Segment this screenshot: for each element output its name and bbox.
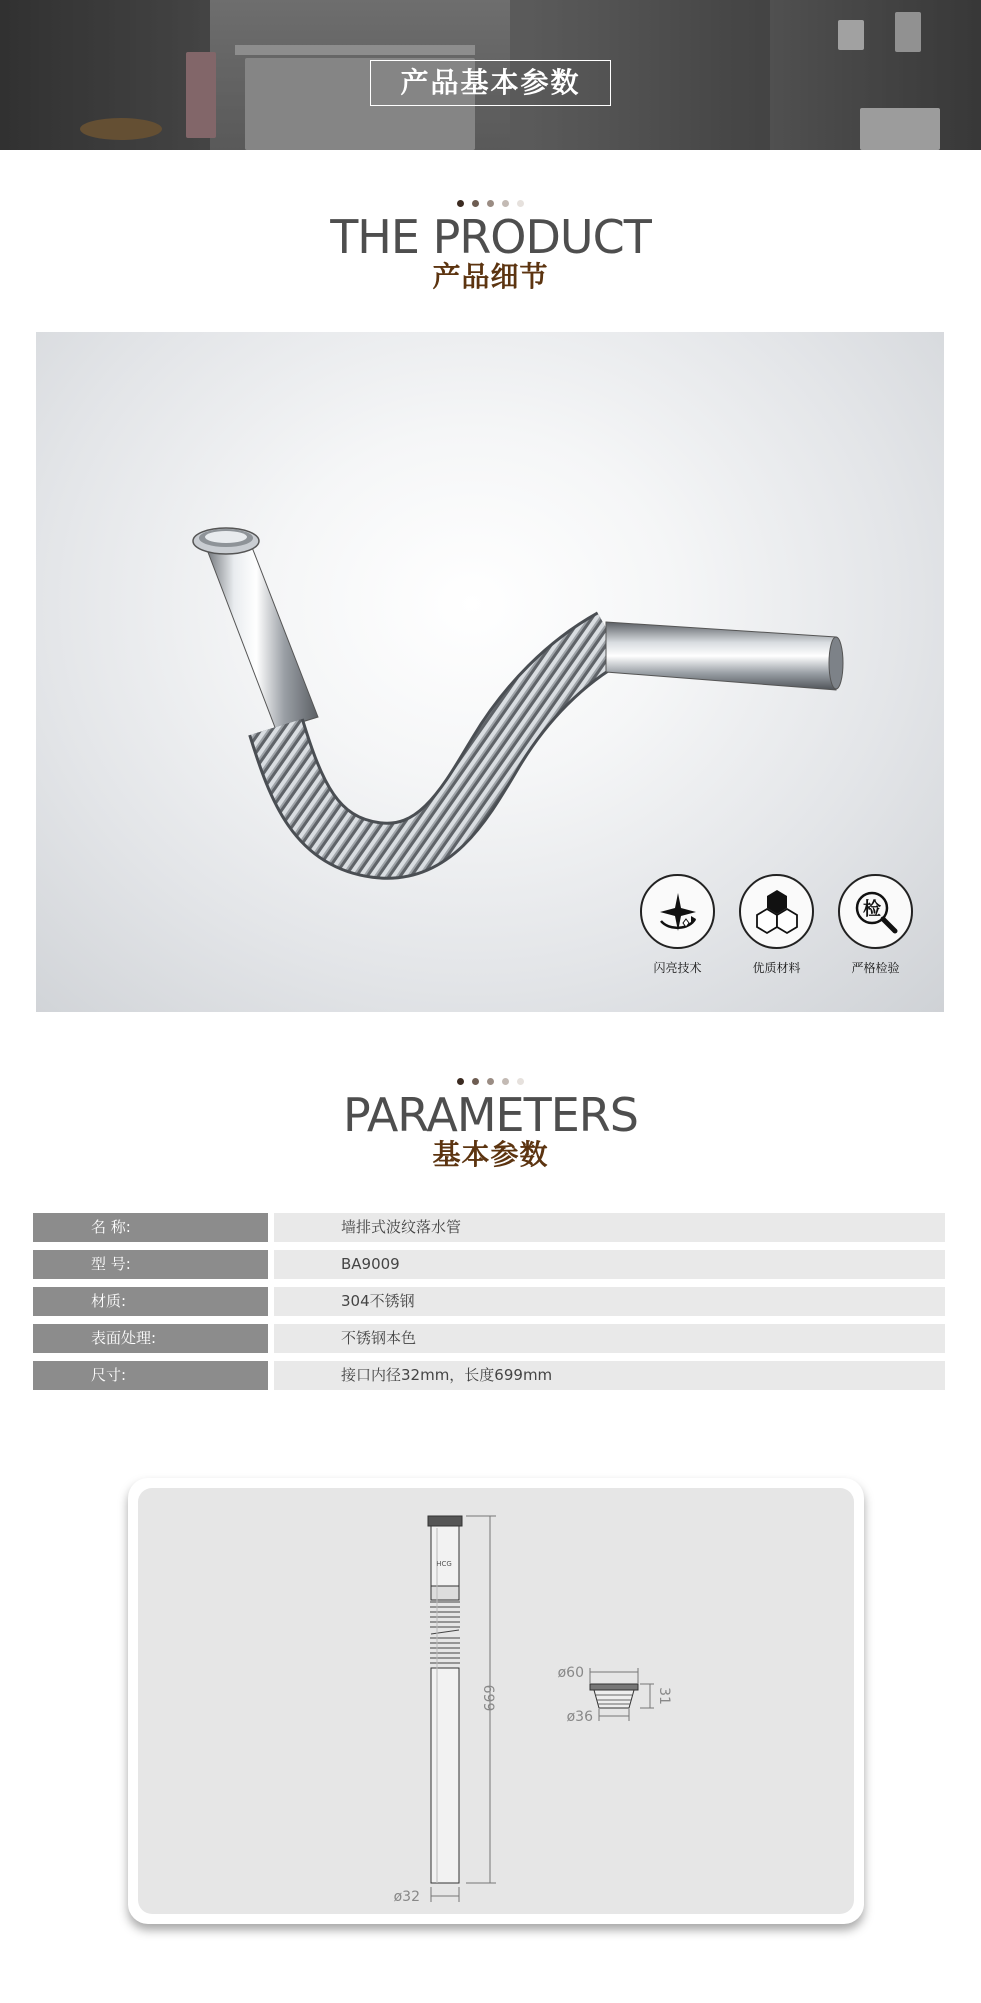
param-value: 墙排式波纹落水管 bbox=[274, 1213, 945, 1242]
badge-material bbox=[739, 874, 814, 976]
table-row bbox=[33, 1287, 945, 1316]
param-key: 表面处理: bbox=[33, 1324, 268, 1353]
dot-3 bbox=[487, 1078, 494, 1085]
parameters-table bbox=[33, 1213, 945, 1398]
param-value: 不锈钢本色 bbox=[274, 1324, 945, 1353]
dot-1 bbox=[457, 1078, 464, 1085]
table-row bbox=[33, 1324, 945, 1353]
cap-height-label: 31 bbox=[656, 1687, 672, 1705]
product-photo bbox=[36, 332, 944, 1012]
dimension-diagram-panel bbox=[138, 1488, 854, 1914]
table-row bbox=[33, 1213, 945, 1242]
decorative-dots bbox=[0, 200, 981, 208]
dot-2 bbox=[472, 1078, 479, 1085]
dot-3 bbox=[487, 200, 494, 207]
param-key: 尺寸: bbox=[33, 1361, 268, 1390]
param-key: 名 称: bbox=[33, 1213, 268, 1242]
badge-shine-label: 闪亮技术 bbox=[653, 961, 702, 975]
decorative-dots-2 bbox=[0, 1078, 981, 1086]
top-banner bbox=[0, 0, 981, 150]
parameters-heading bbox=[0, 1078, 981, 1172]
dot-4 bbox=[502, 200, 509, 207]
product-title-cn: 产品细节 bbox=[432, 260, 549, 293]
badge-inspection bbox=[838, 874, 913, 976]
banner-title: 产品基本参数 bbox=[370, 60, 611, 106]
inspection-glyph: 检 bbox=[862, 898, 881, 920]
product-heading bbox=[0, 200, 981, 294]
dot-5 bbox=[517, 1078, 524, 1085]
dot-2 bbox=[472, 200, 479, 207]
feature-badges bbox=[640, 874, 913, 976]
brand-mark: HCG bbox=[436, 1560, 452, 1568]
dimension-diagram bbox=[128, 1478, 864, 1924]
param-value: 304不锈钢 bbox=[274, 1287, 945, 1316]
param-value: 接口内径32mm，长度699mm bbox=[274, 1361, 945, 1390]
length-label: 699 bbox=[480, 1684, 496, 1712]
param-key: 材质: bbox=[33, 1287, 268, 1316]
parameters-title-en: PARAMETERS bbox=[343, 1088, 638, 1142]
table-row bbox=[33, 1250, 945, 1279]
param-value: BA9009 bbox=[274, 1250, 945, 1279]
badge-material-label: 优质材料 bbox=[752, 961, 801, 975]
badge-shine bbox=[640, 874, 715, 976]
param-key: 型 号: bbox=[33, 1250, 268, 1279]
hexagon-material-icon bbox=[739, 874, 814, 949]
technical-drawing bbox=[138, 1488, 854, 1914]
dot-4 bbox=[502, 1078, 509, 1085]
dot-5 bbox=[517, 200, 524, 207]
table-row bbox=[33, 1361, 945, 1390]
dot-1 bbox=[457, 200, 464, 207]
cap-inner-label: ø36 bbox=[566, 1709, 593, 1725]
bottom-diameter-label: ø32 bbox=[393, 1889, 420, 1905]
cap-outer-label: ø60 bbox=[557, 1665, 584, 1681]
badge-inspection-label: 严格检验 bbox=[851, 961, 900, 975]
inspection-magnifier-icon bbox=[838, 874, 913, 949]
sparkle-icon bbox=[640, 874, 715, 949]
product-title-en: THE PRODUCT bbox=[330, 210, 651, 264]
parameters-title-cn: 基本参数 bbox=[432, 1138, 549, 1171]
